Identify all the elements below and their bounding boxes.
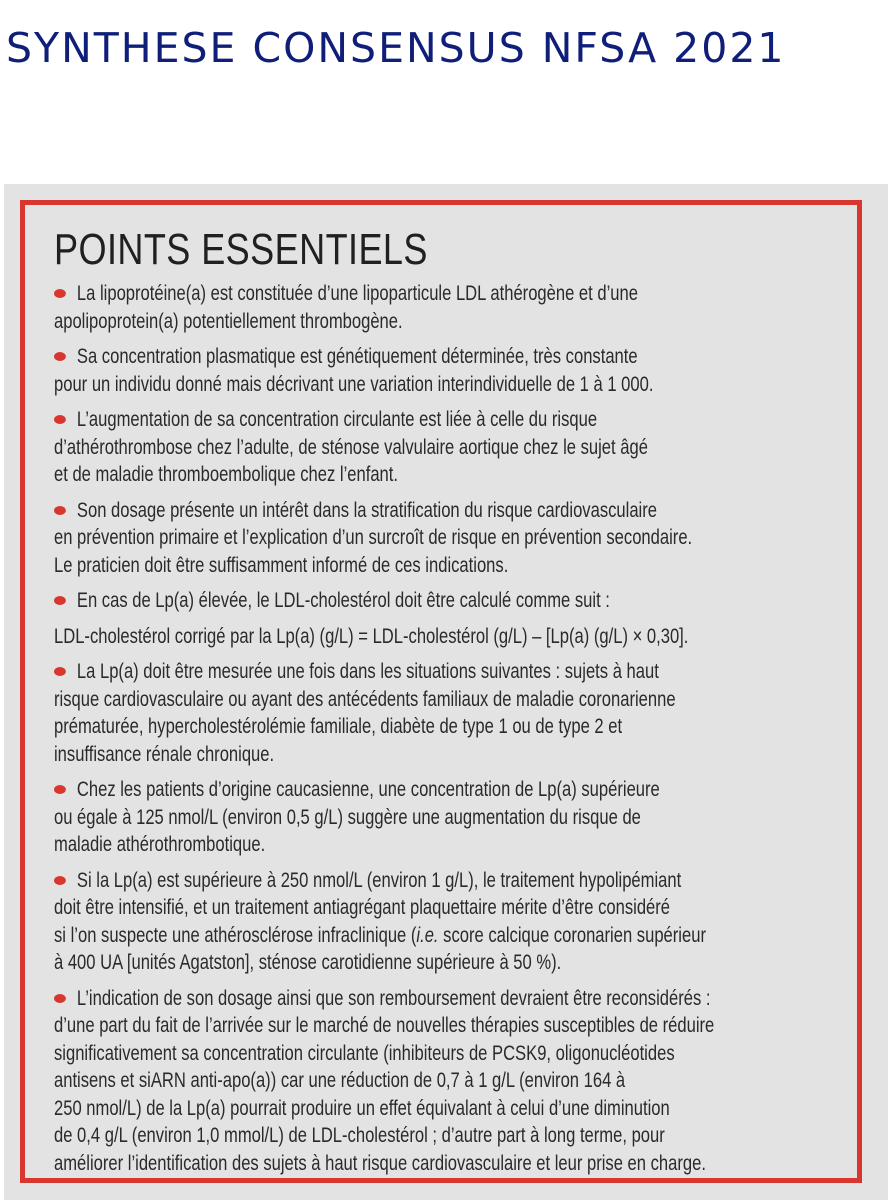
list-item xyxy=(54,406,844,489)
italic-ie: i.e. xyxy=(416,923,439,947)
point-line: La lipoprotéine(a) est constituée d’une lipoparticule LDL athérogène et d’une xyxy=(76,282,638,305)
list-item xyxy=(54,343,844,398)
point-line: pour un individu donné mais décrivant une variation interindividuelle de 1 à 1 000. xyxy=(54,372,654,396)
point-line: doit être intensifié, et un traitement antiagrégant plaquettaire mérite d’être considéré xyxy=(54,896,671,919)
list-item xyxy=(54,658,844,768)
bullet-icon xyxy=(54,596,66,605)
bullet-icon xyxy=(54,506,66,515)
point-line: La Lp(a) doit être mesurée une fois dans les situations suivantes : sujets à haut xyxy=(76,660,659,683)
point-line: maladie athérothrombotique. xyxy=(54,833,266,856)
formula-line: LDL-cholestérol corrigé par la Lp(a) (g/L) = LDL-cholestérol (g/L) – [Lp(a) (g/L) × 0,30]. xyxy=(54,624,689,648)
point-line: L’augmentation de sa concentration circulante est liée à celle du risque xyxy=(76,408,598,431)
point-line: de 0,4 g/L (environ 1,0 mmol/L) de LDL-cholestérol ; d’autre part à long terme, pour xyxy=(54,1124,665,1147)
point-line: améliorer l’identification des sujets à haut risque cardiovasculaire et leur prise en charge. xyxy=(54,1151,706,1175)
summary-panel xyxy=(4,184,888,1200)
point-line: Son dosage présente un intérêt dans la stratification du risque cardiovasculaire xyxy=(76,498,657,522)
list-item xyxy=(54,985,844,1178)
point-line: insuffisance rénale chronique. xyxy=(54,742,275,766)
point-line: si l’on suspecte une athérosclérose infraclinique (i.e. score calcique coronarien supérieur xyxy=(54,923,706,947)
list-item xyxy=(54,867,844,977)
bullet-icon xyxy=(54,785,66,794)
point-line: d’une part du fait de l’arrivée sur le marché de nouvelles thérapies susceptibles de réduire xyxy=(54,1014,715,1037)
point-line: Sa concentration plasmatique est génétiquement déterminée, très constante xyxy=(76,345,638,368)
point-line: 250 nmol/L) de la Lp(a) pourrait produire un effet équivalant à celui d’une diminution xyxy=(54,1096,670,1120)
list-item xyxy=(54,587,844,615)
list-item xyxy=(54,497,844,580)
ldl-formula xyxy=(54,623,844,651)
section-heading: POINTS ESSENTIELS xyxy=(54,225,428,274)
point-line: En cas de Lp(a) élevée, le LDL-cholestérol doit être calculé comme suit : xyxy=(76,589,610,612)
point-line: en prévention primaire et l’explication d’un surcroît de risque en prévention secondaire. xyxy=(54,526,693,549)
list-item xyxy=(54,776,844,859)
point-line: Chez les patients d’origine caucasienne, une concentration de Lp(a) supérieure xyxy=(76,778,660,801)
bullet-icon xyxy=(54,667,66,676)
bullet-icon xyxy=(54,289,66,298)
point-line: d’athérothrombose chez l’adulte, de sténose valvulaire aortique chez le sujet âgé xyxy=(54,435,648,459)
bullet-icon xyxy=(54,994,66,1003)
point-line: ou égale à 125 nmol/L (environ 0,5 g/L) suggère une augmentation du risque de xyxy=(54,805,641,829)
list-item xyxy=(54,280,844,335)
bullet-icon xyxy=(54,352,66,361)
point-line: significativement sa concentration circulante (inhibiteurs de PCSK9, oligonucléotides xyxy=(54,1041,675,1065)
point-line: Le praticien doit être suffisamment informé de ces indications. xyxy=(54,553,509,577)
bullet-icon xyxy=(54,415,66,424)
point-line: L’indication de son dosage ainsi que son remboursement devraient être reconsidérés : xyxy=(76,986,711,1010)
point-line: antisens et siARN anti-apo(a)) car une réduction de 0,7 à 1 g/L (environ 164 à xyxy=(54,1069,626,1092)
point-line: prématurée, hypercholestérolémie familiale, diabète de type 1 ou de type 2 et xyxy=(54,715,623,738)
page-title: SYNTHESE CONSENSUS NFSA 2021 xyxy=(6,24,786,72)
point-line: apolipoprotein(a) potentiellement thrombogène. xyxy=(54,309,403,333)
panel-content xyxy=(54,224,844,1185)
point-line: et de maladie thromboembolique chez l’enfant. xyxy=(54,463,398,486)
point-line: à 400 UA [unités Agatston], sténose carotidienne supérieure à 50 %). xyxy=(54,951,562,974)
point-line: risque cardiovasculaire ou ayant des antécédents familiaux de maladie coronarienne xyxy=(54,687,676,711)
bullet-icon xyxy=(54,876,66,885)
point-line: Si la Lp(a) est supérieure à 250 nmol/L (environ 1 g/L), le traitement hypolipémiant xyxy=(76,868,682,892)
